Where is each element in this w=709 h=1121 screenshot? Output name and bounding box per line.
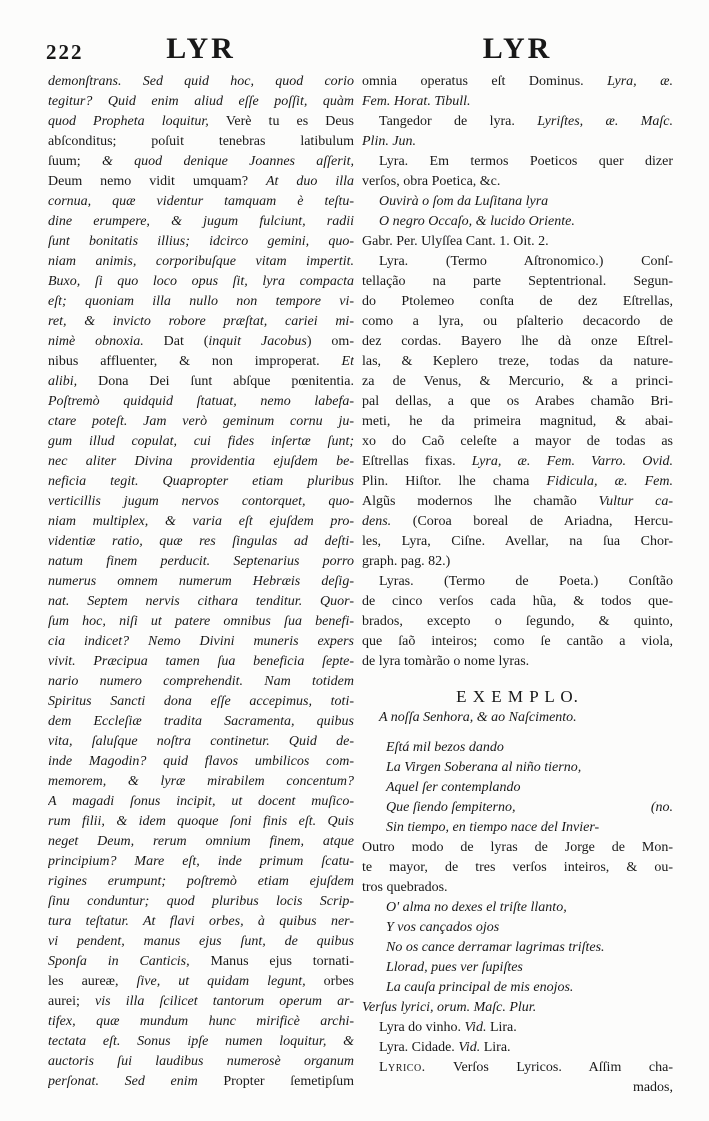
- text-segment: Vid.: [458, 1040, 481, 1055]
- text-segment: ) om-: [306, 334, 354, 349]
- text-line: [362, 1038, 673, 1058]
- text-segment: La cauſa principal de mis enojos.: [386, 980, 574, 995]
- text-segment: alibi,: [48, 374, 99, 389]
- text-line: [48, 692, 354, 712]
- text-line: [362, 758, 673, 778]
- text-line: [362, 272, 673, 292]
- text-segment: tellação na parte Septentrional. Segun-: [362, 274, 673, 289]
- text-segment: Aquel ſer contemplando: [386, 780, 521, 795]
- text-segment: les, Lyra, Ciſne. Avellar, na ſua Chor-: [362, 534, 673, 549]
- text-segment: Manus ejus tornati-: [210, 954, 354, 969]
- text-segment: ſunt bonitatis illius; idcirco gemini, quo-: [48, 234, 354, 249]
- text-line: [48, 592, 354, 612]
- text-segment: perſonat. Sed enim: [48, 1074, 224, 1089]
- text-segment: Eſtá mil bezos dando: [386, 740, 504, 755]
- running-title-left: LYR: [166, 32, 236, 65]
- text-segment: Ouvirà o ſom da Luſitana lyra: [379, 194, 549, 209]
- text-line: [362, 352, 673, 372]
- text-segment: abſconditus; poſuit tenebras latibulum: [48, 134, 354, 149]
- text-segment: rum filii, & idem quoque ſoni finis eſt. Quis: [48, 814, 354, 829]
- text-line: [48, 92, 354, 112]
- running-title-right: LYR: [482, 32, 553, 65]
- text-segment: vi pendent, manus ejus ſunt, de quibus: [48, 934, 354, 949]
- text-segment: inde Magodin? quid flavos umbilicos com-: [48, 754, 354, 769]
- text-segment: vita, ſaluſque noſtra continetur. Quid de-: [48, 734, 354, 749]
- text-line: [48, 152, 354, 172]
- text-segment: Fidicula, æ. Fem.: [546, 474, 673, 489]
- text-segment: numerus omnem numerum Hebræis deſig-: [48, 574, 354, 589]
- text-line: [48, 272, 354, 292]
- text-segment: meti, he da primeira magnitud, & abai-: [362, 414, 673, 429]
- text-line: [362, 412, 673, 432]
- text-segment: ſum hoc, niſi ut patere omnibus ſua benefi-: [48, 614, 354, 629]
- text-segment: Lyra do vinho.: [379, 1020, 465, 1035]
- text-segment: tros quebrados.: [362, 880, 448, 895]
- text-segment: niam multiplex, & varia eſt ejuſdem pro-: [48, 514, 354, 529]
- text-segment: Lyra. (Termo Aſtronomico.) Conſ-: [379, 254, 673, 269]
- text-line: [362, 452, 673, 472]
- text-segment: orbes: [323, 974, 354, 989]
- text-segment: Tangedor de lyra.: [379, 114, 538, 129]
- text-line: [362, 472, 673, 492]
- text-segment: omnia operatus eſt Dominus.: [362, 74, 608, 89]
- text-segment: nibus affluenter, & non improperat.: [48, 354, 342, 369]
- text-segment: tifex, quæ mundum hunc mirificè archi-: [48, 1014, 354, 1029]
- text-line: [362, 738, 673, 758]
- text-line: [48, 392, 354, 412]
- text-segment: auctoris ſui laudibus numerosè organum: [48, 1054, 354, 1069]
- text-segment: ſinu conduntur; quod pluribus locis Scrip-: [48, 894, 354, 909]
- text-segment: Lira.: [480, 1040, 511, 1055]
- text-segment: Fem. Horat. Tibull.: [362, 94, 471, 109]
- text-segment: Lyra. Cidade.: [379, 1040, 459, 1055]
- text-line: [362, 392, 673, 412]
- text-line: [362, 492, 673, 512]
- text-segment: (no.: [650, 800, 673, 815]
- text-line: [48, 812, 354, 832]
- text-line: [48, 752, 354, 772]
- text-line: [362, 898, 673, 918]
- text-line: [48, 552, 354, 572]
- text-segment: nat. Septem nervis cithara tenditur. Quor-: [48, 594, 354, 609]
- text-line: [362, 592, 673, 612]
- text-segment: inquit Jacobus: [208, 334, 307, 349]
- text-line: [362, 132, 673, 152]
- text-line: [362, 652, 673, 672]
- text-segment: Verè tu es Deus: [225, 114, 354, 129]
- text-line: [48, 232, 354, 252]
- text-segment: demonſtrans. Sed quid hoc, quod corio: [48, 74, 354, 89]
- text-line: [48, 772, 354, 792]
- text-segment: de lyra tomàrão o nome lyras.: [362, 654, 530, 669]
- text-segment: cia indicet? Nemo Divini muneris expers: [48, 634, 354, 649]
- text-line: [362, 1018, 673, 1038]
- text-line: [362, 292, 673, 312]
- text-line: [48, 732, 354, 752]
- text-line: [362, 858, 673, 878]
- text-line: [362, 92, 673, 112]
- text-line: [48, 952, 354, 972]
- text-line: [48, 212, 354, 232]
- text-segment: brados, excepto o ſegundo, & quinto,: [362, 614, 673, 629]
- text-segment: Plin. Hiſtor. lhe chama: [362, 474, 547, 489]
- text-line: [48, 612, 354, 632]
- text-line: [48, 312, 354, 332]
- text-segment: que ſaõ inteiros; como ſe cantão a viola,: [362, 634, 673, 649]
- text-segment: Vid.: [464, 1020, 487, 1035]
- text-line: [48, 912, 354, 932]
- text-line: [362, 552, 673, 572]
- text-segment: neficia tegit. Quapropter etiam pluribus: [48, 474, 354, 489]
- text-segment: Buxo, ſi quo loco opus ſit, lyra compacta: [48, 274, 354, 289]
- text-line: [362, 686, 673, 708]
- text-segment: Lyras. (Termo de Poeta.) Conſtão: [379, 574, 673, 589]
- text-segment: rigines erumpunt; poſtremò etiam ejuſdem: [48, 874, 354, 889]
- text-line: [362, 172, 673, 192]
- left-column: [48, 72, 354, 1092]
- text-line: [48, 572, 354, 592]
- text-segment: como a lyra, ou pſalterio decacordo de: [362, 314, 673, 329]
- text-line: [48, 792, 354, 812]
- text-line: [48, 1052, 354, 1072]
- text-line: [362, 232, 673, 252]
- text-line: [362, 998, 673, 1018]
- text-segment: Lyra, æ.: [607, 74, 673, 89]
- text-line: [48, 132, 354, 152]
- page-number: 222: [46, 40, 84, 64]
- text-segment: tegitur? Quid enim aliud eſſe poſſit, quàm: [48, 94, 354, 109]
- text-line: [48, 452, 354, 472]
- text-line: [362, 958, 673, 978]
- text-segment: te mayor, de tres verſos inteiros, & ou-: [362, 860, 673, 875]
- text-segment: dez cordas. Bayero lhe dà onze Eſtrel-: [362, 334, 673, 349]
- text-line: [362, 112, 673, 132]
- text-segment: ſive, ut quidam legunt,: [136, 974, 324, 989]
- text-line: [48, 852, 354, 872]
- text-segment: Sin tiempo, en tiempo nace del Invier-: [386, 820, 600, 835]
- text-segment: las, & Keplero treze, todas da nature-: [362, 354, 673, 369]
- text-line: [48, 1072, 354, 1092]
- text-line: [48, 432, 354, 452]
- text-line: [48, 472, 354, 492]
- text-line: [48, 972, 354, 992]
- text-segment: ſuum;: [48, 154, 102, 169]
- text-segment: ctare poteſt. Jam verò geminum cornu ju-: [48, 414, 354, 429]
- text-line: [48, 372, 354, 392]
- text-line: [48, 192, 354, 212]
- text-segment: A noſſa Senhora, & ao Naſcimento.: [379, 710, 577, 725]
- text-segment: za de Venus, & Mercurio, & a princi-: [362, 374, 673, 389]
- text-line: [48, 832, 354, 852]
- text-segment: Spiritus Sancti dona eſſe accepimus, toti-: [48, 694, 354, 709]
- text-segment: dem Eccleſiæ tradita Sacramenta, quibus: [48, 714, 354, 729]
- text-segment: neget Deum, rerum omnium finem, atque: [48, 834, 354, 849]
- text-line: [362, 532, 673, 552]
- text-segment: O' alma no dexes el triſte llanto,: [386, 900, 567, 915]
- text-line: [362, 512, 673, 532]
- text-line: [362, 778, 673, 798]
- text-line: [362, 372, 673, 392]
- text-segment: eſt; quoniam illa nullo non tempore vi-: [48, 294, 354, 309]
- text-segment: memorem, & lyræ mirabilem concentum?: [48, 774, 354, 789]
- text-line: [48, 992, 354, 1012]
- text-segment: Sponſa in Canticis,: [48, 954, 211, 969]
- text-segment: A magadi ſonus incipit, ut docent muſico-: [48, 794, 354, 809]
- text-segment: quod Propheta loquitur,: [48, 114, 226, 129]
- text-segment: nimè obnoxia.: [48, 334, 164, 349]
- text-line: [48, 112, 354, 132]
- text-segment: Llorad, pues ver ſupiſtes: [386, 960, 523, 975]
- text-line: [362, 838, 673, 858]
- text-segment: nec aliter Divina providentia ejuſdem be-: [48, 454, 354, 469]
- text-line: [362, 1078, 673, 1098]
- text-segment: Verſus lyrici, orum. Maſc. Plur.: [362, 1000, 537, 1015]
- text-segment: Lira.: [486, 1020, 517, 1035]
- text-segment: Lyriſtes, æ. Maſc.: [537, 114, 673, 129]
- text-segment: Lyra. Em termos Poeticos quer dizer: [379, 154, 673, 169]
- text-line: [362, 798, 673, 818]
- text-segment: les aureæ,: [48, 974, 137, 989]
- text-line: [362, 252, 673, 272]
- text-segment: verſos, obra Poetica, &c.: [362, 174, 501, 189]
- text-segment: Outro modo de lyras de Jorge de Mon-: [362, 840, 673, 855]
- text-line: [48, 252, 354, 272]
- text-line: [48, 292, 354, 312]
- text-line: [48, 1012, 354, 1032]
- text-line: [362, 572, 673, 592]
- text-line: [48, 1032, 354, 1052]
- text-line: [48, 652, 354, 672]
- text-line: [48, 512, 354, 532]
- text-line: [48, 72, 354, 92]
- text-line: [362, 978, 673, 998]
- text-segment: No os cance derramar lagrimas triſtes.: [386, 940, 605, 955]
- text-segment: E X E M P L O.: [456, 687, 579, 706]
- text-segment: Que ſiendo ſempiterno,: [386, 800, 516, 815]
- text-segment: Et: [341, 354, 354, 369]
- text-segment: Eſtrellas fixas.: [362, 454, 472, 469]
- text-line: [362, 332, 673, 352]
- text-line: [48, 932, 354, 952]
- right-column: [362, 72, 673, 1098]
- text-segment: dens.: [362, 514, 413, 529]
- text-segment: principium? Mare eſt, inde primum ſcatu-: [48, 854, 354, 869]
- text-line: [362, 1058, 673, 1078]
- text-segment: Deum nemo vidit umquam?: [48, 174, 266, 189]
- text-line: [362, 918, 673, 938]
- text-segment: niam animis, corporibuſque vitam impertit.: [48, 254, 354, 269]
- text-segment: Dona Dei ſunt abſque pœnitentia.: [98, 374, 354, 389]
- text-segment: Lyra, æ. Fem. Varro. Ovid.: [471, 454, 673, 469]
- text-segment: Y vos cançados ojos: [386, 920, 500, 935]
- text-segment: natum finem perducit. Septenarius porro: [48, 554, 354, 569]
- text-segment: Gabr. Per. Ulyſſea Cant. 1. Oit. 2.: [362, 234, 549, 249]
- text-segment: Vultur ca-: [598, 494, 673, 509]
- text-segment: Algũs modernos lhe chamão: [362, 494, 599, 509]
- text-segment: ret, & invicto robore præſtat, cariei mi-: [48, 314, 354, 329]
- text-segment: Dat (: [163, 334, 209, 349]
- text-segment: La Virgen Soberana al niño tierno,: [386, 760, 582, 775]
- text-line: [48, 172, 354, 192]
- text-segment: O negro Occaſo, & lucido Oriente.: [379, 214, 575, 229]
- text-line: [362, 818, 673, 838]
- text-line: [48, 412, 354, 432]
- text-segment: vivit. Præcipua tamen ſua beneficia ſepte-: [48, 654, 354, 669]
- text-segment: tura teſtatur. At flavi orbes, à quibus ner-: [48, 914, 354, 929]
- text-segment: de cinco verſos cada hũa, & todos que-: [362, 594, 673, 609]
- text-line: [362, 312, 673, 332]
- text-segment: & quod denique Joannes aſſerit,: [101, 154, 354, 169]
- text-segment: nario numero comprehendit. Nam totidem: [48, 674, 354, 689]
- text-line: [48, 892, 354, 912]
- text-segment: aurei;: [48, 994, 96, 1009]
- text-line: [362, 152, 673, 172]
- text-segment: graph. pag. 82.): [362, 554, 451, 569]
- text-line: [362, 632, 673, 652]
- text-segment: xo do Caõ celeſte a mayor de todas as: [362, 434, 673, 449]
- text-segment: Propter ſemetipſum: [223, 1074, 354, 1089]
- text-segment: (Coroa boreal de Ariadna, Hercu-: [412, 514, 673, 529]
- text-segment: Poſtremò quidquid ſtatuat, nemo labefa-: [48, 394, 354, 409]
- text-segment: tectata eſt. Sonus ipſe numen loquitur, &: [48, 1034, 354, 1049]
- text-line: [362, 878, 673, 898]
- text-segment: Verſos Lyricos. Aſſim cha-: [425, 1060, 673, 1075]
- text-segment: cornua, quæ videntur tamquam è teſtu-: [48, 194, 354, 209]
- text-segment: do Ptolemeo conſta de dez Eſtrellas,: [362, 294, 673, 309]
- text-line: [362, 708, 673, 728]
- text-segment: Plin. Jun.: [362, 134, 417, 149]
- text-line: [48, 492, 354, 512]
- text-line: [362, 212, 673, 232]
- text-segment: dine erumpere, & jugum fulciunt, radii: [48, 214, 354, 229]
- text-segment: pal dellas, a que os Arabes chamão Bri-: [362, 394, 673, 409]
- text-segment: At duo illa: [265, 174, 354, 189]
- text-line: [48, 332, 354, 352]
- text-line: [48, 532, 354, 552]
- text-line: [362, 938, 673, 958]
- text-line: [48, 632, 354, 652]
- text-segment: vis illa ſcilicet tantorum operum ar-: [95, 994, 354, 1009]
- text-line: [362, 72, 673, 92]
- text-segment: videntiæ ratio, quæ res ſingulas ad deſti-: [48, 534, 354, 549]
- text-segment: verticillis jugum nervos contorquet, quo-: [48, 494, 354, 509]
- text-line: [48, 712, 354, 732]
- text-segment: gum illud copulat, cui fides inſertæ ſunt;: [48, 434, 354, 449]
- text-line: [48, 872, 354, 892]
- text-line: [362, 432, 673, 452]
- text-line: [48, 352, 354, 372]
- text-line: [48, 672, 354, 692]
- text-segment: Lyrico.: [379, 1060, 426, 1075]
- text-line: [362, 612, 673, 632]
- text-line: [362, 192, 673, 212]
- text-segment: mados,: [632, 1080, 673, 1095]
